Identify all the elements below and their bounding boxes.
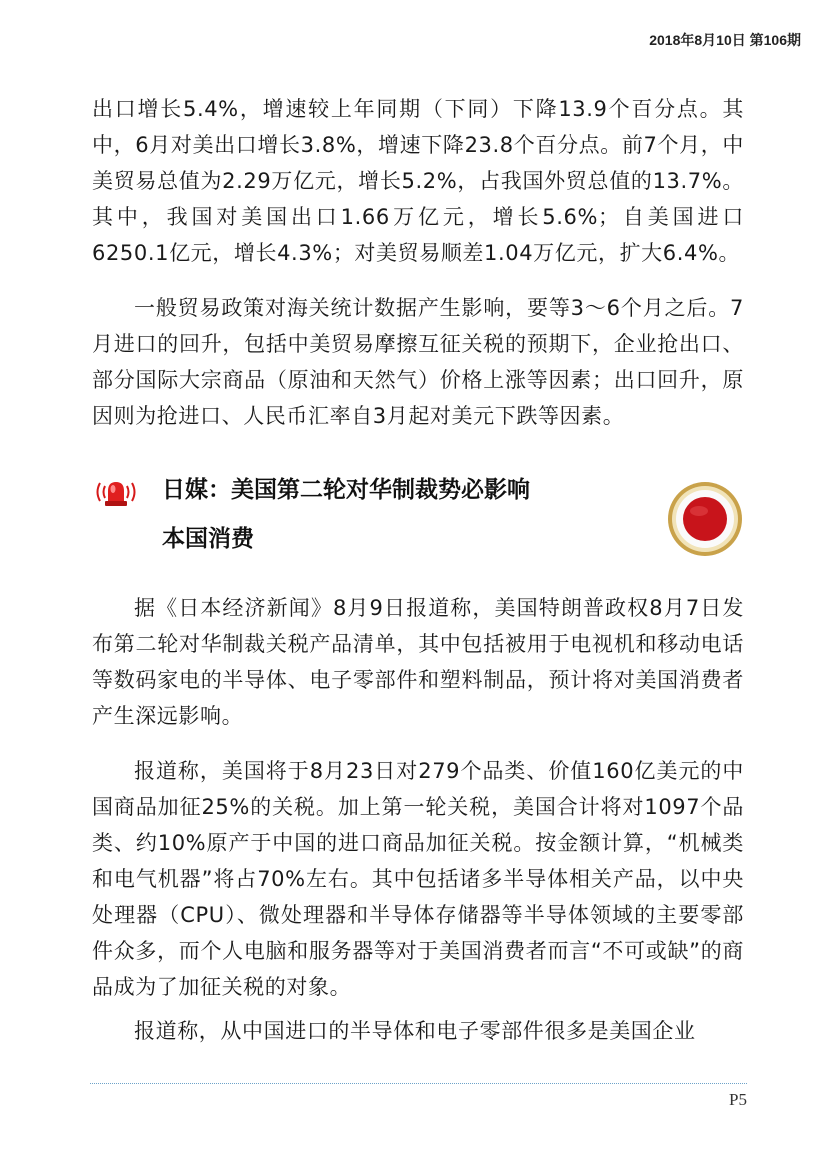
page-number: P5 (729, 1090, 747, 1109)
paragraph-nikkei-report: 据《日本经济新闻》8月9日报道称，美国特朗普政权8月7日发布第二轮对华制裁关税产品清单，其中包括被用于电视机和移动电话等数码家电的半导体、电子零部件和塑料制品，预计将对美国消费者产生深远影响。 (92, 596, 744, 728)
red-circle-badge-icon (667, 481, 743, 557)
footer-divider (90, 1083, 747, 1084)
issue-date: 2018年8月10日 第106期 (649, 32, 801, 48)
paragraph-trade-figures: 出口增长5.4%，增速较上年同期（下同）下降13.9个百分点。其中，6月对美出口增长3.8%，增速下降23.8个百分点。前7个月，中美贸易总值为2.29万亿元，增长5.2%，占我国外贸总值的13.7%。其中，我国对美国出口1.66万亿元，增长5.6%；自美国进口6250.1亿元，增长4.3%；对美贸易顺差1.04万亿元，扩大6.4%。 (92, 97, 744, 265)
section-heading-line1: 日媒：美国第二轮对华制裁势必影响 (162, 477, 530, 503)
paragraph-tariff-details: 报道称，美国将于8月23日对279个品类、价值160亿美元的中国商品加征25%的关税。加上第一轮关税，美国合计将对1097个品类、约10%原产于中国的进口商品加征关税。按金额计算，“机械类和电气机器”将占70%左右。其中包括诸多半导体相关产品，以中央处理器（CPU）、微处理器和半导体存储器等半导体领域的主要零部件众多，而个人电脑和服务器等对于美国消费者而言“不可或缺”的商品成为了加征关税的对象。 (92, 759, 744, 999)
paragraph-policy-impact: 一般贸易政策对海关统计数据产生影响，要等3～6个月之后。7月进口的回升，包括中美贸易摩擦互征关税的预期下，企业抢出口、部分国际大宗商品（原油和天然气）价格上涨等因素；出口回升，原因则为抢进口、人民币汇率自3月起对美元下跌等因素。 (92, 296, 744, 428)
alarm-siren-icon (92, 475, 140, 509)
paragraph-semiconductors: 报道称，从中国进口的半导体和电子零部件很多是美国企业 (134, 1019, 696, 1043)
section-heading-line2: 本国消费 (162, 526, 254, 552)
